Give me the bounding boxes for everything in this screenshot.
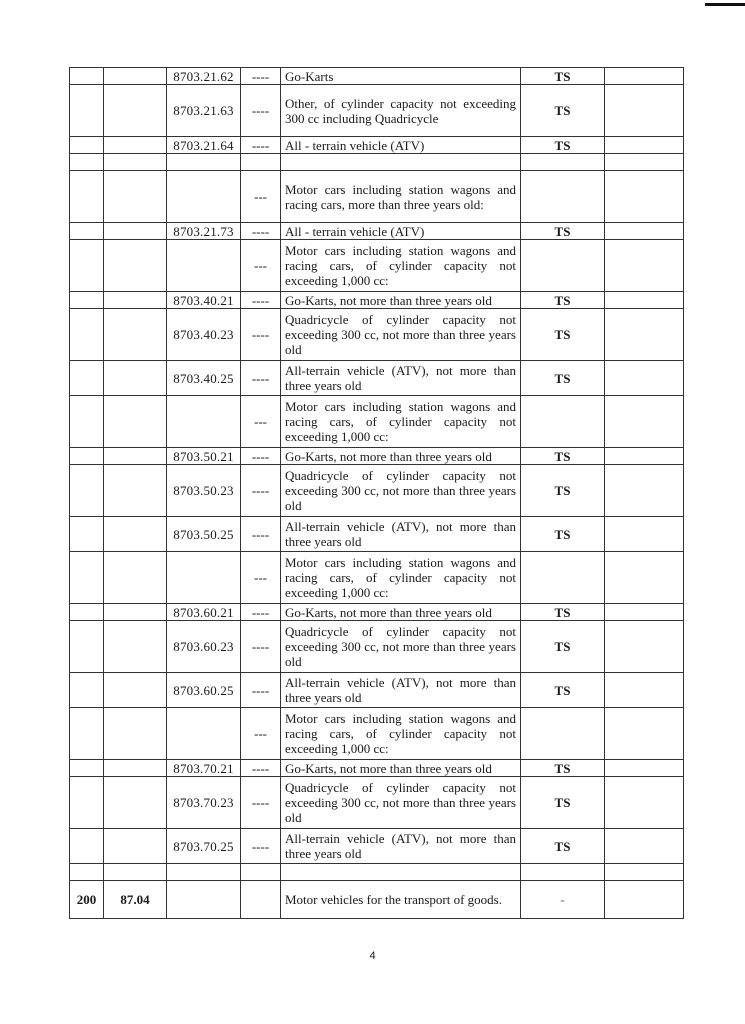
description-cell: Go-Karts, not more than three years old [281, 760, 521, 777]
extra-cell [605, 448, 684, 465]
indent-dash-cell: ---- [241, 137, 281, 154]
serial-no-cell [70, 829, 104, 864]
description-cell: Motor cars including station wagons and racing cars, of cylinder capacity not exceeding 1,000 cc: [281, 552, 521, 604]
heading-cell: 87.04 [104, 881, 167, 919]
empty-cell [70, 154, 104, 171]
rate-cell [521, 240, 605, 292]
table-row [70, 604, 684, 621]
extra-cell [605, 309, 684, 361]
empty-cell [605, 864, 684, 881]
heading-cell [104, 361, 167, 396]
serial-no-cell [70, 708, 104, 760]
heading-cell [104, 829, 167, 864]
hs-code-cell [167, 708, 241, 760]
indent-dash-cell: ---- [241, 777, 281, 829]
table-row [70, 517, 684, 552]
empty-cell [104, 154, 167, 171]
description-cell: All-terrain vehicle (ATV), not more than three years old [281, 829, 521, 864]
rate-cell: TS [521, 223, 605, 240]
empty-cell [521, 154, 605, 171]
description-cell: Go-Karts, not more than three years old [281, 604, 521, 621]
hs-code-cell: 8703.50.25 [167, 517, 241, 552]
serial-no-cell [70, 604, 104, 621]
heading-cell [104, 448, 167, 465]
indent-dash-cell: ---- [241, 223, 281, 240]
rate-cell [521, 396, 605, 448]
extra-cell [605, 137, 684, 154]
table-row [70, 760, 684, 777]
description-cell: Motor cars including station wagons and racing cars, of cylinder capacity not exceeding 1,000 cc: [281, 396, 521, 448]
indent-dash-cell [241, 881, 281, 919]
rate-cell: TS [521, 68, 605, 85]
hs-code-cell: 8703.40.21 [167, 292, 241, 309]
rate-cell: TS [521, 448, 605, 465]
heading-row [70, 881, 684, 919]
heading-cell [104, 292, 167, 309]
hs-code-cell [167, 240, 241, 292]
blank-row [70, 864, 684, 881]
indent-dash-cell: ---- [241, 621, 281, 673]
serial-no-cell [70, 517, 104, 552]
rate-cell: TS [521, 292, 605, 309]
scan-corner-mark [705, 3, 745, 6]
serial-no-cell [70, 361, 104, 396]
rate-cell [521, 552, 605, 604]
hs-code-cell [167, 396, 241, 448]
tariff-table [69, 67, 684, 919]
table-row [70, 292, 684, 309]
indent-dash-cell: --- [241, 171, 281, 223]
empty-cell [281, 864, 521, 881]
rate-cell: TS [521, 777, 605, 829]
hs-code-cell: 8703.60.21 [167, 604, 241, 621]
heading-cell [104, 68, 167, 85]
table-row [70, 85, 684, 137]
extra-cell [605, 171, 684, 223]
serial-no-cell [70, 777, 104, 829]
table-row [70, 171, 684, 223]
rate-cell [521, 708, 605, 760]
rate-cell: TS [521, 361, 605, 396]
extra-cell [605, 829, 684, 864]
indent-dash-cell: ---- [241, 309, 281, 361]
table-row [70, 137, 684, 154]
description-cell: Motor cars including station wagons and racing cars, of cylinder capacity not exceeding 1,000 cc: [281, 240, 521, 292]
table-row [70, 777, 684, 829]
description-cell: Go-Karts [281, 68, 521, 85]
empty-cell [241, 154, 281, 171]
table-row [70, 361, 684, 396]
serial-no-cell [70, 673, 104, 708]
description-cell: Quadricycle of cylinder capacity not exceeding 300 cc, not more than three years old [281, 465, 521, 517]
serial-no-cell [70, 223, 104, 240]
description-cell: All-terrain vehicle (ATV), not more than three years old [281, 673, 521, 708]
description-cell: All - terrain vehicle (ATV) [281, 223, 521, 240]
heading-cell [104, 85, 167, 137]
extra-cell [605, 708, 684, 760]
heading-cell [104, 708, 167, 760]
blank-row [70, 154, 684, 171]
heading-cell [104, 240, 167, 292]
indent-dash-cell: --- [241, 708, 281, 760]
rate-cell: TS [521, 604, 605, 621]
indent-dash-cell: ---- [241, 292, 281, 309]
hs-code-cell: 8703.21.63 [167, 85, 241, 137]
hs-code-cell: 8703.70.21 [167, 760, 241, 777]
extra-cell [605, 517, 684, 552]
description-cell: All-terrain vehicle (ATV), not more than three years old [281, 361, 521, 396]
rate-cell: TS [521, 85, 605, 137]
serial-no-cell [70, 85, 104, 137]
extra-cell [605, 673, 684, 708]
extra-cell [605, 881, 684, 919]
rate-cell: TS [521, 137, 605, 154]
rate-cell: TS [521, 309, 605, 361]
serial-no-cell [70, 448, 104, 465]
extra-cell [605, 760, 684, 777]
description-cell: All-terrain vehicle (ATV), not more than three years old [281, 517, 521, 552]
serial-no-cell [70, 292, 104, 309]
empty-cell [70, 864, 104, 881]
serial-no-cell [70, 552, 104, 604]
extra-cell [605, 68, 684, 85]
hs-code-cell: 8703.60.23 [167, 621, 241, 673]
heading-cell [104, 396, 167, 448]
rate-cell [521, 171, 605, 223]
empty-cell [167, 864, 241, 881]
heading-cell [104, 465, 167, 517]
serial-no-cell [70, 137, 104, 154]
extra-cell [605, 621, 684, 673]
extra-cell [605, 552, 684, 604]
hs-code-cell [167, 171, 241, 223]
heading-cell [104, 604, 167, 621]
rate-cell: TS [521, 673, 605, 708]
extra-cell [605, 604, 684, 621]
table-row [70, 708, 684, 760]
description-cell: Other, of cylinder capacity not exceeding 300 cc including Quadricycle [281, 85, 521, 137]
description-cell: Go-Karts, not more than three years old [281, 292, 521, 309]
heading-cell [104, 309, 167, 361]
extra-cell [605, 240, 684, 292]
table-row [70, 673, 684, 708]
heading-cell [104, 673, 167, 708]
hs-code-cell: 8703.60.25 [167, 673, 241, 708]
tariff-body [70, 68, 684, 919]
table-row [70, 829, 684, 864]
heading-cell [104, 137, 167, 154]
indent-dash-cell: ---- [241, 465, 281, 517]
indent-dash-cell: ---- [241, 448, 281, 465]
empty-cell [167, 154, 241, 171]
empty-cell [241, 864, 281, 881]
description-cell: All - terrain vehicle (ATV) [281, 137, 521, 154]
heading-cell [104, 777, 167, 829]
description-cell: Motor cars including station wagons and racing cars, more than three years old: [281, 171, 521, 223]
hs-code-cell: 8703.50.21 [167, 448, 241, 465]
serial-no-cell [70, 465, 104, 517]
indent-dash-cell: ---- [241, 604, 281, 621]
indent-dash-cell: ---- [241, 760, 281, 777]
table-row [70, 223, 684, 240]
rate-cell: TS [521, 621, 605, 673]
rate-cell: TS [521, 517, 605, 552]
table-row [70, 309, 684, 361]
indent-dash-cell: ---- [241, 85, 281, 137]
serial-no-cell [70, 621, 104, 673]
empty-cell [521, 864, 605, 881]
heading-cell [104, 171, 167, 223]
rate-cell: TS [521, 760, 605, 777]
table-row [70, 552, 684, 604]
heading-cell [104, 760, 167, 777]
serial-no-cell [70, 240, 104, 292]
extra-cell [605, 465, 684, 517]
serial-no-cell [70, 68, 104, 85]
indent-dash-cell: ---- [241, 68, 281, 85]
hs-code-cell [167, 881, 241, 919]
table-row [70, 621, 684, 673]
serial-no-cell [70, 171, 104, 223]
indent-dash-cell: ---- [241, 517, 281, 552]
extra-cell [605, 361, 684, 396]
extra-cell [605, 292, 684, 309]
extra-cell [605, 777, 684, 829]
table-row [70, 240, 684, 292]
table-row [70, 448, 684, 465]
table-row [70, 465, 684, 517]
description-cell: Quadricycle of cylinder capacity not exceeding 300 cc, not more than three years old [281, 621, 521, 673]
hs-code-cell: 8703.21.62 [167, 68, 241, 85]
heading-cell [104, 517, 167, 552]
description-cell: Quadricycle of cylinder capacity not exceeding 300 cc, not more than three years old [281, 309, 521, 361]
serial-no-cell [70, 760, 104, 777]
description-cell: Go-Karts, not more than three years old [281, 448, 521, 465]
empty-cell [104, 864, 167, 881]
table-row [70, 68, 684, 85]
heading-cell [104, 621, 167, 673]
rate-cell: TS [521, 465, 605, 517]
empty-cell [281, 154, 521, 171]
empty-cell [605, 154, 684, 171]
hs-code-cell [167, 552, 241, 604]
hs-code-cell: 8703.21.64 [167, 137, 241, 154]
extra-cell [605, 85, 684, 137]
description-cell: Motor vehicles for the transport of goods. [281, 881, 521, 919]
hs-code-cell: 8703.21.73 [167, 223, 241, 240]
indent-dash-cell: ---- [241, 673, 281, 708]
description-cell: Motor cars including station wagons and racing cars, of cylinder capacity not exceeding 1,000 cc: [281, 708, 521, 760]
description-cell: Quadricycle of cylinder capacity not exceeding 300 cc, not more than three years old [281, 777, 521, 829]
indent-dash-cell: --- [241, 552, 281, 604]
hs-code-cell: 8703.40.25 [167, 361, 241, 396]
heading-cell [104, 223, 167, 240]
indent-dash-cell: --- [241, 396, 281, 448]
indent-dash-cell: ---- [241, 829, 281, 864]
heading-cell [104, 552, 167, 604]
serial-no-cell [70, 396, 104, 448]
extra-cell [605, 223, 684, 240]
hs-code-cell: 8703.70.25 [167, 829, 241, 864]
rate-cell: - [521, 881, 605, 919]
hs-code-cell: 8703.40.23 [167, 309, 241, 361]
page-number: 4 [369, 950, 376, 962]
rate-cell: TS [521, 829, 605, 864]
indent-dash-cell: ---- [241, 361, 281, 396]
indent-dash-cell: --- [241, 240, 281, 292]
hs-code-cell: 8703.70.23 [167, 777, 241, 829]
hs-code-cell: 8703.50.23 [167, 465, 241, 517]
serial-no-cell: 200 [70, 881, 104, 919]
table-row [70, 396, 684, 448]
serial-no-cell [70, 309, 104, 361]
extra-cell [605, 396, 684, 448]
